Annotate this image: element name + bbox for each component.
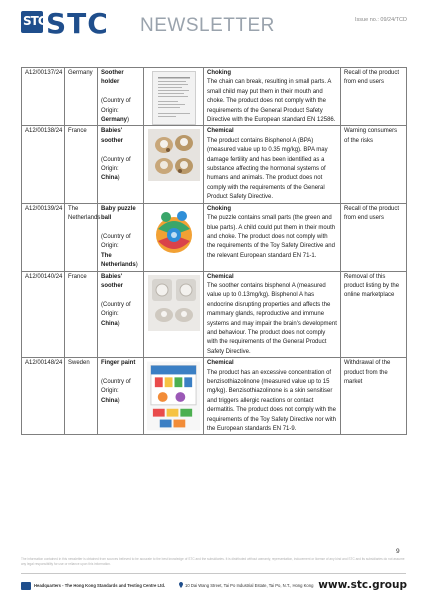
risk-type: Chemical	[207, 360, 234, 367]
product-image-cell	[144, 271, 204, 358]
recall-id: A12/00140/24	[22, 271, 65, 358]
recall-country: Germany	[65, 68, 98, 126]
product-name: Babies' soother	[101, 128, 124, 144]
baby-puzzle-ball-photo	[147, 205, 200, 259]
risk-type: Chemical	[207, 128, 234, 135]
measure-cell: Recall of the product from end users	[341, 203, 407, 271]
recall-country: The Netherlands	[65, 203, 98, 271]
babies-soother-pack-photo	[147, 273, 200, 331]
footer-divider	[21, 573, 406, 574]
origin-country: The Netherlands	[101, 252, 136, 269]
recalls-table	[21, 67, 407, 435]
risk-description: The soother contains bisphenol A (measured value up to 0.13mg/kg). Bisphenol A has endocrine disrupting properties and affects the mammary glands, reproductive and immune systems and may impair the brain's development and behaviour. The product does not comply with the requirements of the General Product Safety Directive.	[207, 282, 337, 355]
origin-country: China	[101, 320, 118, 327]
product-image-cell	[144, 203, 204, 271]
product-name: Soother holder	[101, 70, 124, 86]
origin-label: (Country of Origin:	[101, 156, 131, 173]
footer-bar	[0, 573, 425, 600]
disclaimer-text: The information contained in this newsletter is obtained from sources believed to be accurate to the best knowledge of STC and the subsidiaries. It is distributed without warranty, representation, inducement or license of any kind and STC and its subsidiaries do not assume any legal responsibility for use or reliance upon this information.	[21, 557, 405, 566]
recall-product-cell: Soother holder (Country of Origin: Germany)	[98, 68, 144, 126]
product-image-cell	[144, 358, 204, 435]
measure-cell: Removal of this product listing by the online marketplace	[341, 271, 407, 358]
recall-id: A12/00148/24	[22, 358, 65, 435]
location-pin-icon	[179, 582, 183, 588]
recall-country: France	[65, 271, 98, 358]
babies-soother-photo	[147, 127, 200, 181]
recall-row	[22, 126, 407, 203]
risk-description: The puzzle contains small parts (the green and blue parts). A child could put them in their mouth and choke. The product does not comply with the requirements of the Toy Safety Directive and the relevant European standard EN 71-1.	[207, 215, 336, 259]
risk-description: The product contains Bisphenol A (BPA) (measured value up to 0.35 mg/kg). BPA may damage fertility and has been identified as a substance affecting the hormonal systems of humans and animals. The product does not comply with the requirements of the General Product Safety Directive.	[207, 137, 328, 201]
headquarters-text: Headquarters - The Hong Kong Standards and Testing Centre Ltd.	[34, 583, 166, 588]
stc-logo-text: STC	[46, 7, 109, 40]
recall-row	[22, 68, 407, 126]
stc-logo-mark: STC	[21, 11, 43, 33]
risk-cell	[204, 271, 341, 358]
risk-description: The product has an excessive concentration of benzisothiazolinone (measured value up to 15 mg/kg). Benzisothiazolinone is a skin sensitiser and triggers allergic reactions or contact dermatitis. The product does not comply with the requirements of the Toy Safety Directive nor with the European standards EN 71-9.	[207, 369, 336, 433]
page-number: 9	[396, 548, 400, 555]
risk-type: Chemical	[207, 273, 234, 280]
website-link[interactable]: www.stc.group	[318, 579, 407, 591]
issue-number: Issue no.: 09/24/TCD	[355, 17, 407, 23]
recall-country: France	[65, 126, 98, 203]
origin-label: (Country of Origin:	[101, 378, 131, 395]
product-name: Babies' soother	[101, 273, 124, 289]
measure-cell: Warning consumers of the risks	[341, 126, 407, 203]
risk-cell	[204, 358, 341, 435]
recall-product-cell: Finger paint (Country of Origin: China)	[98, 358, 144, 435]
product-image-cell	[144, 126, 204, 203]
risk-cell	[204, 68, 341, 126]
risk-description: The chain can break, resulting in small parts. A small child may put them in their mouth and choke. The product does not comply with the requirements of the General Product Safety Directive with the European standard EN 12586.	[207, 79, 336, 124]
product-image-cell	[144, 68, 204, 126]
origin-label: (Country of Origin:	[101, 301, 131, 318]
recall-row	[22, 358, 407, 435]
finger-paint-box-photo	[147, 359, 200, 431]
recall-product-cell: Babies' soother (Country of Origin: China)	[98, 271, 144, 358]
page-header	[0, 0, 425, 48]
risk-cell	[204, 126, 341, 203]
measure-cell: Withdrawal of the product from the market	[341, 358, 407, 435]
hq-logo-icon	[21, 582, 31, 590]
recall-product-cell: Babies' soother (Country of Origin: China)	[98, 126, 144, 203]
product-name: Finger paint	[101, 360, 136, 367]
recall-country: Sweden	[65, 358, 98, 435]
origin-country: China	[101, 175, 118, 182]
measure-cell: Recall of the product from end users	[341, 68, 407, 126]
risk-type: Choking	[207, 70, 231, 76]
origin-label: (Country of Origin:	[101, 233, 131, 250]
recall-id: A12/00137/24	[22, 68, 65, 126]
newsletter-title: NEWSLETTER	[140, 15, 275, 36]
soother-holder-label-photo	[147, 69, 200, 125]
recall-id: A12/00138/24	[22, 126, 65, 203]
risk-cell	[204, 203, 341, 271]
product-name: Baby puzzle ball	[101, 205, 136, 222]
recall-row	[22, 203, 407, 271]
risk-type: Choking	[207, 205, 231, 212]
origin-country: China	[101, 397, 118, 404]
recall-row	[22, 271, 407, 358]
recall-id: A12/00139/24	[22, 203, 65, 271]
origin-country: Germany	[101, 117, 128, 124]
recall-product-cell: Baby puzzle ball (Country of Origin: The Netherlands)	[98, 203, 144, 271]
address-text: 10 Dai Wang Street, Tai Po Industrial Estate, Tai Po, N.T., Hong Kong	[185, 583, 314, 588]
origin-label: (Country of Origin:	[101, 98, 131, 114]
